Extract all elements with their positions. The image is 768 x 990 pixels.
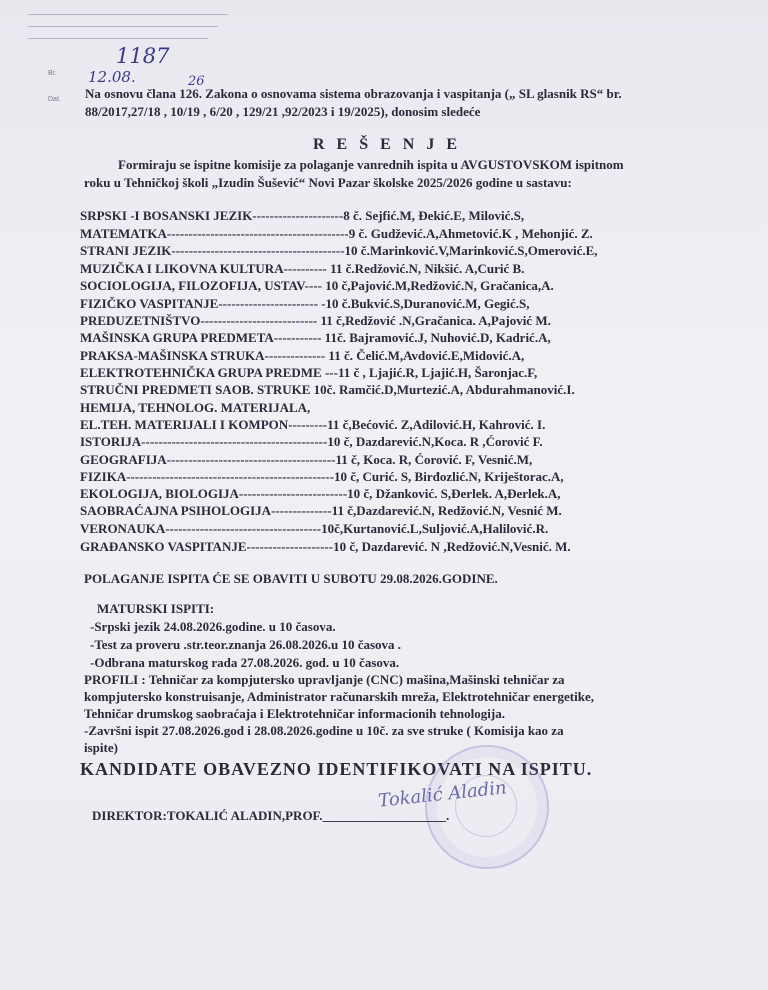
director-signature: Tokalić Aladin [377, 777, 508, 812]
profili-line: Tehničar drumskog saobraćaja i Elektrotehničar informacionih tehnologija. [84, 706, 505, 721]
intro-line-2: 88/2017,27/18 , 10/19 , 6/20 , 129/21 ,92/2023 i 19/2025), donosim sledeće [85, 104, 481, 119]
document-title: R E Š E N J E [313, 136, 462, 153]
commission-row: PREDUZETNIŠTVO--------------------------- 11 č,Redžović .N,Gračanica. A,Pajović M. [80, 313, 551, 328]
commission-row: FIZIČKO VASPITANJE----------------------- -10 č.Bukvić.S,Duranović.M, Gegić.S, [80, 296, 530, 311]
commission-row: GRAĐANSKO VASPITANJE--------------------10 č, Dazdarević. N ,Redžović.N,Vesnić. M. [80, 539, 571, 554]
commission-row: SRPSKI -I BOSANSKI JEZIK---------------------8 č. Sejfić.M, Đekić.E, Milović.S, [80, 208, 525, 223]
commission-row: SAOBRAĆAJNA PSIHOLOGIJA--------------11 č,Dazdarević.N, Redžović.N, Vesnić M. [80, 503, 562, 518]
handwritten-date: 12.08. [88, 68, 136, 86]
identification-notice: KANDIDATE OBAVEZNO IDENTIFIKOVATI NA ISPITU. [80, 759, 593, 779]
commission-row: EL.TEH. MATERIJALI I KOMPON---------11 č,Bećović. Z,Adilović.H, Kahrović. I. [80, 417, 546, 432]
handwritten-year: 26 [188, 74, 205, 89]
commission-row: ISTORIJA-------------------------------------------10 č, Dazdarević.N,Koca. R ,Ćorović F. [80, 434, 543, 449]
intro-line-1: Na osnovu člana 126. Zakona o osnovama sistema obrazovanja i vaspitanja („ SL glasnik RS“ br. [85, 86, 622, 101]
commission-row: SOCIOLOGIJA, FILOZOFIJA, USTAV---- 10 č,Pajović.M,Redžović.N, Gračanica,A. [80, 278, 554, 293]
formation-line-1: Formiraju se ispitne komisije za polaganje vanrednih ispita u AVGUSTOVSKOM ispitnom [118, 157, 624, 172]
matura-heading: MATURSKI ISPITI: [97, 601, 215, 616]
exam-date-line: POLAGANJE ISPITA ĆE SE OBAVITI U SUBOTU 29.08.2026.GODINE. [84, 571, 498, 586]
final-exam-line: ispite) [84, 740, 118, 755]
commission-row: FIZIKA------------------------------------------------10 č, Curić. S, Birđozlić.N, Kriještorac.A, [80, 469, 564, 484]
commission-row: GEOGRAFIJA---------------------------------------11 č, Koca. R, Ćorović. F, Vesnić.M, [80, 452, 533, 467]
director-line: DIREKTOR:TOKALIĆ ALADIN,PROF.___________________. [92, 808, 450, 823]
commission-row: HEMIJA, TEHNOLOG. MATERIJALA, [80, 400, 311, 415]
formation-line-2: roku u Tehničkoj školi „Izudin Šušević“ Novi Pazar školske 2025/2026 godine u sastavu: [84, 175, 572, 190]
matura-item: -Odbrana maturskog rada 27.08.2026. god. u 10 časova. [90, 655, 400, 670]
school-seal [425, 745, 549, 869]
commission-row: EKOLOGIJA, BIOLOGIJA-------------------------10 č, Džanković. S,Đerlek. A,Đerlek.A, [80, 486, 561, 501]
matura-item: -Srpski jezik 24.08.2026.godine. u 10 časova. [90, 619, 336, 634]
commission-row: PRAKSA-MAŠINSKA STRUKA-------------- 11 č. Čelić.M,Avdović.E,Midović.A, [80, 348, 525, 363]
profili-line: PROFILI : Tehničar za kompjutersko upravljanje (CNC) mašina,Mašinski tehničar za [84, 672, 565, 687]
commission-row: MATEMATKA------------------------------------------9 č. Gudžević.A,Ahmetović.K , Mehonjić. Z. [80, 226, 593, 241]
final-exam-line: -Završni ispit 27.08.2026.god i 28.08.2026.godine u 10č. za sve struke ( Komisija kao za [84, 723, 564, 738]
profili-line: kompjutersko konstruisanje, Administrator računarskih mreža, Elektrotehničar energetike, [84, 689, 594, 704]
commission-row: ELEKTROTEHNIČKA GRUPA PREDME ---11 č , Ljajić.R, Ljajić.H, Šaronjac.F, [80, 365, 538, 380]
handwritten-number: 1187 [116, 44, 170, 68]
commission-row: VERONAUKA------------------------------------10č,Kurtanović.L,Suljović.A,Halilović.R. [80, 521, 549, 536]
stamp-date-label: Dat. [48, 96, 61, 103]
stamp-number-label: Br. [48, 70, 57, 77]
commission-row: STRUČNI PREDMETI SAOB. STRUKE 10č. Ramčić.D,Murtezić.A, Abdurahmanović.I. [80, 382, 575, 397]
matura-item: -Test za proveru .str.teor.znanja 26.08.2026.u 10 časova . [90, 637, 402, 652]
commission-row: STRANI JEZIK----------------------------------------10 č.Marinković.V,Marinković.S,Omerović.E, [80, 243, 598, 258]
commission-row: MAŠINSKA GRUPA PREDMETA----------- 11č. Bajramović.J, Nuhović.D, Kadrić.A, [80, 330, 551, 345]
commission-row: MUZIČKA I LIKOVNA KULTURA---------- 11 č.Redžović.N, Nikšić. A,Curić B. [80, 261, 525, 276]
